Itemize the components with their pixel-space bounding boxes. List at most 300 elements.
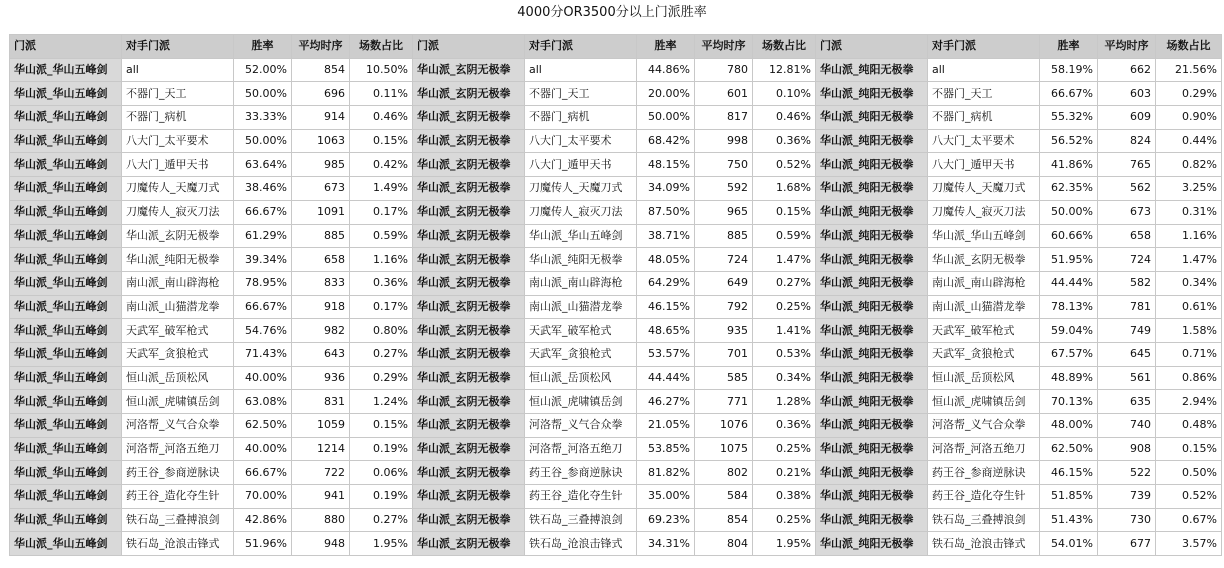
avg-timing-cell: 824: [1098, 129, 1156, 153]
opponent-cell: 刀魔传人_天魔刀式: [928, 177, 1040, 201]
match-share-cell: 0.71%: [1156, 342, 1222, 366]
win-rate-cell: 46.15%: [637, 295, 695, 319]
sect-cell: 华山派_纯阳无极拳: [816, 177, 928, 201]
match-share-cell: 0.29%: [1156, 82, 1222, 106]
match-share-cell: 1.47%: [753, 248, 816, 272]
sect-cell: 华山派_玄阴无极拳: [413, 532, 525, 556]
table-row: [10, 508, 1222, 532]
table-row: [10, 461, 1222, 485]
table-row: [10, 224, 1222, 248]
column-header: 对手门派: [122, 35, 234, 59]
match-share-cell: 1.95%: [753, 532, 816, 556]
win-rate-cell: 51.43%: [1040, 508, 1098, 532]
avg-timing-cell: 658: [1098, 224, 1156, 248]
avg-timing-cell: 765: [1098, 153, 1156, 177]
sect-cell: 华山派_玄阴无极拳: [413, 200, 525, 224]
sect-cell: 华山派_华山五峰剑: [10, 508, 122, 532]
opponent-cell: 南山派_山猫潜龙拳: [525, 295, 637, 319]
opponent-cell: 药王谷_参商逆脉诀: [525, 461, 637, 485]
match-share-cell: 0.27%: [350, 508, 413, 532]
win-rate-cell: 62.50%: [1040, 437, 1098, 461]
opponent-cell: 药王谷_参商逆脉诀: [928, 461, 1040, 485]
win-rate-cell: 48.89%: [1040, 366, 1098, 390]
match-share-cell: 0.27%: [350, 342, 413, 366]
table-row: [10, 82, 1222, 106]
opponent-cell: 天武军_贪狼枪式: [122, 342, 234, 366]
match-share-cell: 12.81%: [753, 58, 816, 82]
opponent-cell: 不器门_病机: [525, 106, 637, 130]
match-share-cell: 1.47%: [1156, 248, 1222, 272]
opponent-cell: 天武军_破军枪式: [122, 319, 234, 343]
opponent-cell: 华山派_玄阴无极拳: [928, 248, 1040, 272]
match-share-cell: 0.36%: [753, 129, 816, 153]
column-header: 平均时序: [695, 35, 753, 59]
opponent-cell: 恒山派_虎啸镇岳剑: [928, 390, 1040, 414]
match-share-cell: 0.06%: [350, 461, 413, 485]
sect-cell: 华山派_纯阳无极拳: [816, 319, 928, 343]
avg-timing-cell: 724: [1098, 248, 1156, 272]
avg-timing-cell: 1076: [695, 414, 753, 438]
avg-timing-cell: 585: [695, 366, 753, 390]
win-rate-cell: 70.00%: [234, 485, 292, 509]
match-share-cell: 21.56%: [1156, 58, 1222, 82]
opponent-cell: 恒山派_岳顶松风: [928, 366, 1040, 390]
opponent-cell: 河洛帮_河洛五绝刀: [525, 437, 637, 461]
opponent-cell: 不器门_天工: [928, 82, 1040, 106]
win-rate-cell: 69.23%: [637, 508, 695, 532]
sect-cell: 华山派_纯阳无极拳: [816, 390, 928, 414]
win-rate-cell: 51.85%: [1040, 485, 1098, 509]
avg-timing-cell: 658: [292, 248, 350, 272]
sect-cell: 华山派_玄阴无极拳: [413, 82, 525, 106]
match-share-cell: 0.42%: [350, 153, 413, 177]
table-row: [10, 58, 1222, 82]
column-header: 场数占比: [753, 35, 816, 59]
sect-cell: 华山派_纯阳无极拳: [816, 248, 928, 272]
sect-cell: 华山派_纯阳无极拳: [816, 82, 928, 106]
sect-cell: 华山派_玄阴无极拳: [413, 508, 525, 532]
opponent-cell: 南山派_南山辟海枪: [122, 271, 234, 295]
sect-cell: 华山派_纯阳无极拳: [816, 153, 928, 177]
sect-cell: 华山派_玄阴无极拳: [413, 224, 525, 248]
column-header: 胜率: [637, 35, 695, 59]
match-share-cell: 0.34%: [1156, 271, 1222, 295]
win-rate-cell: 66.67%: [234, 461, 292, 485]
sect-cell: 华山派_纯阳无极拳: [816, 200, 928, 224]
win-rate-cell: 54.01%: [1040, 532, 1098, 556]
sect-cell: 华山派_玄阴无极拳: [413, 437, 525, 461]
win-rate-cell: 50.00%: [1040, 200, 1098, 224]
match-share-cell: 1.16%: [1156, 224, 1222, 248]
match-share-cell: 0.82%: [1156, 153, 1222, 177]
sect-cell: 华山派_玄阴无极拳: [413, 390, 525, 414]
match-share-cell: 0.15%: [350, 129, 413, 153]
win-rate-cell: 46.27%: [637, 390, 695, 414]
sect-cell: 华山派_纯阳无极拳: [816, 224, 928, 248]
avg-timing-cell: 982: [292, 319, 350, 343]
avg-timing-cell: 985: [292, 153, 350, 177]
sect-cell: 华山派_华山五峰剑: [10, 461, 122, 485]
match-share-cell: 0.19%: [350, 437, 413, 461]
win-rate-cell: 61.29%: [234, 224, 292, 248]
match-share-cell: 0.10%: [753, 82, 816, 106]
win-rate-cell: 53.85%: [637, 437, 695, 461]
opponent-cell: 药王谷_造化夺生针: [122, 485, 234, 509]
opponent-cell: 恒山派_岳顶松风: [122, 366, 234, 390]
sect-cell: 华山派_华山五峰剑: [10, 485, 122, 509]
sect-cell: 华山派_华山五峰剑: [10, 390, 122, 414]
avg-timing-cell: 562: [1098, 177, 1156, 201]
win-rate-cell: 62.50%: [234, 414, 292, 438]
table-row: [10, 342, 1222, 366]
table-row: [10, 271, 1222, 295]
opponent-cell: 河洛帮_义气合众拳: [525, 414, 637, 438]
match-share-cell: 0.34%: [753, 366, 816, 390]
win-rate-cell: 44.44%: [637, 366, 695, 390]
win-rate-cell: 56.52%: [1040, 129, 1098, 153]
win-rate-cell: 51.95%: [1040, 248, 1098, 272]
match-share-cell: 0.86%: [1156, 366, 1222, 390]
sect-cell: 华山派_纯阳无极拳: [816, 532, 928, 556]
column-header: 门派: [10, 35, 122, 59]
win-rate-cell: 40.00%: [234, 366, 292, 390]
avg-timing-cell: 645: [1098, 342, 1156, 366]
win-rate-cell: 40.00%: [234, 437, 292, 461]
win-rate-cell: 50.00%: [637, 106, 695, 130]
avg-timing-cell: 802: [695, 461, 753, 485]
sect-cell: 华山派_华山五峰剑: [10, 342, 122, 366]
opponent-cell: 八大门_太平要术: [525, 129, 637, 153]
avg-timing-cell: 696: [292, 82, 350, 106]
sect-cell: 华山派_玄阴无极拳: [413, 106, 525, 130]
match-share-cell: 0.19%: [350, 485, 413, 509]
match-share-cell: 1.68%: [753, 177, 816, 201]
opponent-cell: 南山派_山猫潜龙拳: [122, 295, 234, 319]
opponent-cell: 八大门_遁甲天书: [525, 153, 637, 177]
opponent-cell: 八大门_太平要术: [928, 129, 1040, 153]
opponent-cell: 河洛帮_义气合众拳: [122, 414, 234, 438]
match-share-cell: 0.48%: [1156, 414, 1222, 438]
match-share-cell: 0.15%: [753, 200, 816, 224]
opponent-cell: 南山派_南山辟海枪: [928, 271, 1040, 295]
sect-cell: 华山派_玄阴无极拳: [413, 271, 525, 295]
win-rate-cell: 63.08%: [234, 390, 292, 414]
opponent-cell: all: [928, 58, 1040, 82]
opponent-cell: 华山派_华山五峰剑: [525, 224, 637, 248]
avg-timing-cell: 831: [292, 390, 350, 414]
match-share-cell: 0.52%: [1156, 485, 1222, 509]
avg-timing-cell: 739: [1098, 485, 1156, 509]
avg-timing-cell: 936: [292, 366, 350, 390]
win-rate-cell: 68.42%: [637, 129, 695, 153]
avg-timing-cell: 918: [292, 295, 350, 319]
opponent-cell: 刀魔传人_寂灭刀法: [525, 200, 637, 224]
column-header: 对手门派: [525, 35, 637, 59]
opponent-cell: 恒山派_虎啸镇岳剑: [525, 390, 637, 414]
opponent-cell: 八大门_遁甲天书: [122, 153, 234, 177]
win-rate-cell: 71.43%: [234, 342, 292, 366]
avg-timing-cell: 643: [292, 342, 350, 366]
opponent-cell: all: [122, 58, 234, 82]
win-rate-table-container: [9, 34, 1220, 556]
win-rate-cell: 21.05%: [637, 414, 695, 438]
avg-timing-cell: 1214: [292, 437, 350, 461]
avg-timing-cell: 998: [695, 129, 753, 153]
avg-timing-cell: 817: [695, 106, 753, 130]
avg-timing-cell: 750: [695, 153, 753, 177]
avg-timing-cell: 582: [1098, 271, 1156, 295]
avg-timing-cell: 1091: [292, 200, 350, 224]
sect-cell: 华山派_玄阴无极拳: [413, 295, 525, 319]
sect-cell: 华山派_纯阳无极拳: [816, 295, 928, 319]
opponent-cell: 药王谷_参商逆脉诀: [122, 461, 234, 485]
sect-cell: 华山派_纯阳无极拳: [816, 366, 928, 390]
match-share-cell: 0.46%: [350, 106, 413, 130]
table-body: [10, 58, 1222, 555]
opponent-cell: 八大门_遁甲天书: [928, 153, 1040, 177]
win-rate-cell: 41.86%: [1040, 153, 1098, 177]
sect-cell: 华山派_纯阳无极拳: [816, 342, 928, 366]
opponent-cell: 刀魔传人_寂灭刀法: [122, 200, 234, 224]
match-share-cell: 0.15%: [350, 414, 413, 438]
opponent-cell: 天武军_贪狼枪式: [928, 342, 1040, 366]
win-rate-cell: 63.64%: [234, 153, 292, 177]
opponent-cell: 铁石岛_三叠搏浪剑: [928, 508, 1040, 532]
match-share-cell: 0.59%: [350, 224, 413, 248]
match-share-cell: 0.53%: [753, 342, 816, 366]
match-share-cell: 3.57%: [1156, 532, 1222, 556]
opponent-cell: 华山派_纯阳无极拳: [122, 248, 234, 272]
win-rate-cell: 20.00%: [637, 82, 695, 106]
win-rate-cell: 46.15%: [1040, 461, 1098, 485]
match-share-cell: 0.52%: [753, 153, 816, 177]
avg-timing-cell: 965: [695, 200, 753, 224]
win-rate-cell: 66.67%: [1040, 82, 1098, 106]
win-rate-cell: 67.57%: [1040, 342, 1098, 366]
match-share-cell: 0.36%: [350, 271, 413, 295]
sect-cell: 华山派_华山五峰剑: [10, 319, 122, 343]
avg-timing-cell: 592: [695, 177, 753, 201]
avg-timing-cell: 885: [292, 224, 350, 248]
win-rate-cell: 60.66%: [1040, 224, 1098, 248]
win-rate-cell: 50.00%: [234, 129, 292, 153]
opponent-cell: 不器门_病机: [928, 106, 1040, 130]
avg-timing-cell: 522: [1098, 461, 1156, 485]
opponent-cell: 恒山派_岳顶松风: [525, 366, 637, 390]
match-share-cell: 1.58%: [1156, 319, 1222, 343]
avg-timing-cell: 1063: [292, 129, 350, 153]
sect-cell: 华山派_玄阴无极拳: [413, 177, 525, 201]
win-rate-cell: 53.57%: [637, 342, 695, 366]
column-header: 胜率: [1040, 35, 1098, 59]
win-rate-cell: 48.15%: [637, 153, 695, 177]
win-rate-cell: 54.76%: [234, 319, 292, 343]
column-header: 胜率: [234, 35, 292, 59]
win-rate-cell: 38.71%: [637, 224, 695, 248]
avg-timing-cell: 584: [695, 485, 753, 509]
opponent-cell: 刀魔传人_寂灭刀法: [928, 200, 1040, 224]
sect-cell: 华山派_玄阴无极拳: [413, 485, 525, 509]
match-share-cell: 0.29%: [350, 366, 413, 390]
sect-cell: 华山派_华山五峰剑: [10, 58, 122, 82]
sect-cell: 华山派_华山五峰剑: [10, 366, 122, 390]
table-row: [10, 295, 1222, 319]
opponent-cell: 刀魔传人_天魔刀式: [122, 177, 234, 201]
match-share-cell: 0.17%: [350, 295, 413, 319]
avg-timing-cell: 673: [292, 177, 350, 201]
win-rate-cell: 39.34%: [234, 248, 292, 272]
match-share-cell: 0.25%: [753, 295, 816, 319]
win-rate-cell: 55.32%: [1040, 106, 1098, 130]
win-rate-cell: 51.96%: [234, 532, 292, 556]
table-row: [10, 248, 1222, 272]
sect-cell: 华山派_玄阴无极拳: [413, 58, 525, 82]
opponent-cell: 天武军_贪狼枪式: [525, 342, 637, 366]
win-rate-cell: 44.44%: [1040, 271, 1098, 295]
table-row: [10, 177, 1222, 201]
opponent-cell: 不器门_病机: [122, 106, 234, 130]
match-share-cell: 1.16%: [350, 248, 413, 272]
sect-cell: 华山派_华山五峰剑: [10, 295, 122, 319]
column-header: 门派: [413, 35, 525, 59]
sect-cell: 华山派_玄阴无极拳: [413, 248, 525, 272]
match-share-cell: 0.11%: [350, 82, 413, 106]
match-share-cell: 0.31%: [1156, 200, 1222, 224]
win-rate-table: [9, 34, 1222, 556]
match-share-cell: 1.24%: [350, 390, 413, 414]
opponent-cell: 药王谷_造化夺生针: [525, 485, 637, 509]
avg-timing-cell: 914: [292, 106, 350, 130]
sect-cell: 华山派_玄阴无极拳: [413, 414, 525, 438]
match-share-cell: 0.46%: [753, 106, 816, 130]
table-row: [10, 153, 1222, 177]
avg-timing-cell: 649: [695, 271, 753, 295]
opponent-cell: 华山派_玄阴无极拳: [122, 224, 234, 248]
win-rate-cell: 66.67%: [234, 200, 292, 224]
sect-cell: 华山派_玄阴无极拳: [413, 153, 525, 177]
match-share-cell: 3.25%: [1156, 177, 1222, 201]
avg-timing-cell: 935: [695, 319, 753, 343]
win-rate-cell: 70.13%: [1040, 390, 1098, 414]
sect-cell: 华山派_华山五峰剑: [10, 200, 122, 224]
opponent-cell: 铁石岛_沧浪击锋式: [928, 532, 1040, 556]
sect-cell: 华山派_华山五峰剑: [10, 106, 122, 130]
match-share-cell: 0.27%: [753, 271, 816, 295]
sect-cell: 华山派_玄阴无极拳: [413, 461, 525, 485]
win-rate-cell: 48.00%: [1040, 414, 1098, 438]
sect-cell: 华山派_华山五峰剑: [10, 414, 122, 438]
avg-timing-cell: 601: [695, 82, 753, 106]
match-share-cell: 1.49%: [350, 177, 413, 201]
avg-timing-cell: 948: [292, 532, 350, 556]
avg-timing-cell: 908: [1098, 437, 1156, 461]
avg-timing-cell: 804: [695, 532, 753, 556]
avg-timing-cell: 885: [695, 224, 753, 248]
sect-cell: 华山派_华山五峰剑: [10, 532, 122, 556]
sect-cell: 华山派_玄阴无极拳: [413, 366, 525, 390]
opponent-cell: all: [525, 58, 637, 82]
match-share-cell: 0.90%: [1156, 106, 1222, 130]
avg-timing-cell: 740: [1098, 414, 1156, 438]
table-row: [10, 532, 1222, 556]
sect-cell: 华山派_纯阳无极拳: [816, 508, 928, 532]
sect-cell: 华山派_华山五峰剑: [10, 129, 122, 153]
table-row: [10, 129, 1222, 153]
win-rate-cell: 78.95%: [234, 271, 292, 295]
avg-timing-cell: 771: [695, 390, 753, 414]
column-header: 平均时序: [292, 35, 350, 59]
win-rate-cell: 62.35%: [1040, 177, 1098, 201]
avg-timing-cell: 781: [1098, 295, 1156, 319]
opponent-cell: 南山派_山猫潜龙拳: [928, 295, 1040, 319]
avg-timing-cell: 730: [1098, 508, 1156, 532]
avg-timing-cell: 701: [695, 342, 753, 366]
sect-cell: 华山派_华山五峰剑: [10, 153, 122, 177]
match-share-cell: 0.61%: [1156, 295, 1222, 319]
sect-cell: 华山派_纯阳无极拳: [816, 129, 928, 153]
match-share-cell: 1.41%: [753, 319, 816, 343]
avg-timing-cell: 722: [292, 461, 350, 485]
avg-timing-cell: 677: [1098, 532, 1156, 556]
opponent-cell: 河洛帮_河洛五绝刀: [928, 437, 1040, 461]
table-row: [10, 366, 1222, 390]
match-share-cell: 0.59%: [753, 224, 816, 248]
opponent-cell: 铁石岛_沧浪击锋式: [525, 532, 637, 556]
opponent-cell: 刀魔传人_天魔刀式: [525, 177, 637, 201]
sect-cell: 华山派_纯阳无极拳: [816, 106, 928, 130]
sect-cell: 华山派_纯阳无极拳: [816, 461, 928, 485]
sect-cell: 华山派_纯阳无极拳: [816, 58, 928, 82]
avg-timing-cell: 854: [292, 58, 350, 82]
win-rate-cell: 48.65%: [637, 319, 695, 343]
match-share-cell: 0.21%: [753, 461, 816, 485]
win-rate-cell: 34.31%: [637, 532, 695, 556]
table-row: [10, 319, 1222, 343]
opponent-cell: 天武军_破军枪式: [525, 319, 637, 343]
opponent-cell: 恒山派_虎啸镇岳剑: [122, 390, 234, 414]
table-row: [10, 485, 1222, 509]
column-header: 场数占比: [350, 35, 413, 59]
match-share-cell: 0.50%: [1156, 461, 1222, 485]
table-row: [10, 200, 1222, 224]
table-row: [10, 106, 1222, 130]
table-row: [10, 390, 1222, 414]
opponent-cell: 天武军_破军枪式: [928, 319, 1040, 343]
avg-timing-cell: 561: [1098, 366, 1156, 390]
win-rate-cell: 66.67%: [234, 295, 292, 319]
sect-cell: 华山派_华山五峰剑: [10, 271, 122, 295]
avg-timing-cell: 603: [1098, 82, 1156, 106]
win-rate-cell: 42.86%: [234, 508, 292, 532]
win-rate-cell: 48.05%: [637, 248, 695, 272]
sect-cell: 华山派_纯阳无极拳: [816, 271, 928, 295]
match-share-cell: 1.95%: [350, 532, 413, 556]
match-share-cell: 0.67%: [1156, 508, 1222, 532]
avg-timing-cell: 724: [695, 248, 753, 272]
table-row: [10, 414, 1222, 438]
sect-cell: 华山派_纯阳无极拳: [816, 485, 928, 509]
opponent-cell: 不器门_天工: [122, 82, 234, 106]
header-row: [10, 35, 1222, 59]
avg-timing-cell: 635: [1098, 390, 1156, 414]
table-row: [10, 437, 1222, 461]
sect-cell: 华山派_纯阳无极拳: [816, 414, 928, 438]
win-rate-cell: 33.33%: [234, 106, 292, 130]
match-share-cell: 0.25%: [753, 437, 816, 461]
win-rate-cell: 78.13%: [1040, 295, 1098, 319]
opponent-cell: 河洛帮_义气合众拳: [928, 414, 1040, 438]
match-share-cell: 0.36%: [753, 414, 816, 438]
